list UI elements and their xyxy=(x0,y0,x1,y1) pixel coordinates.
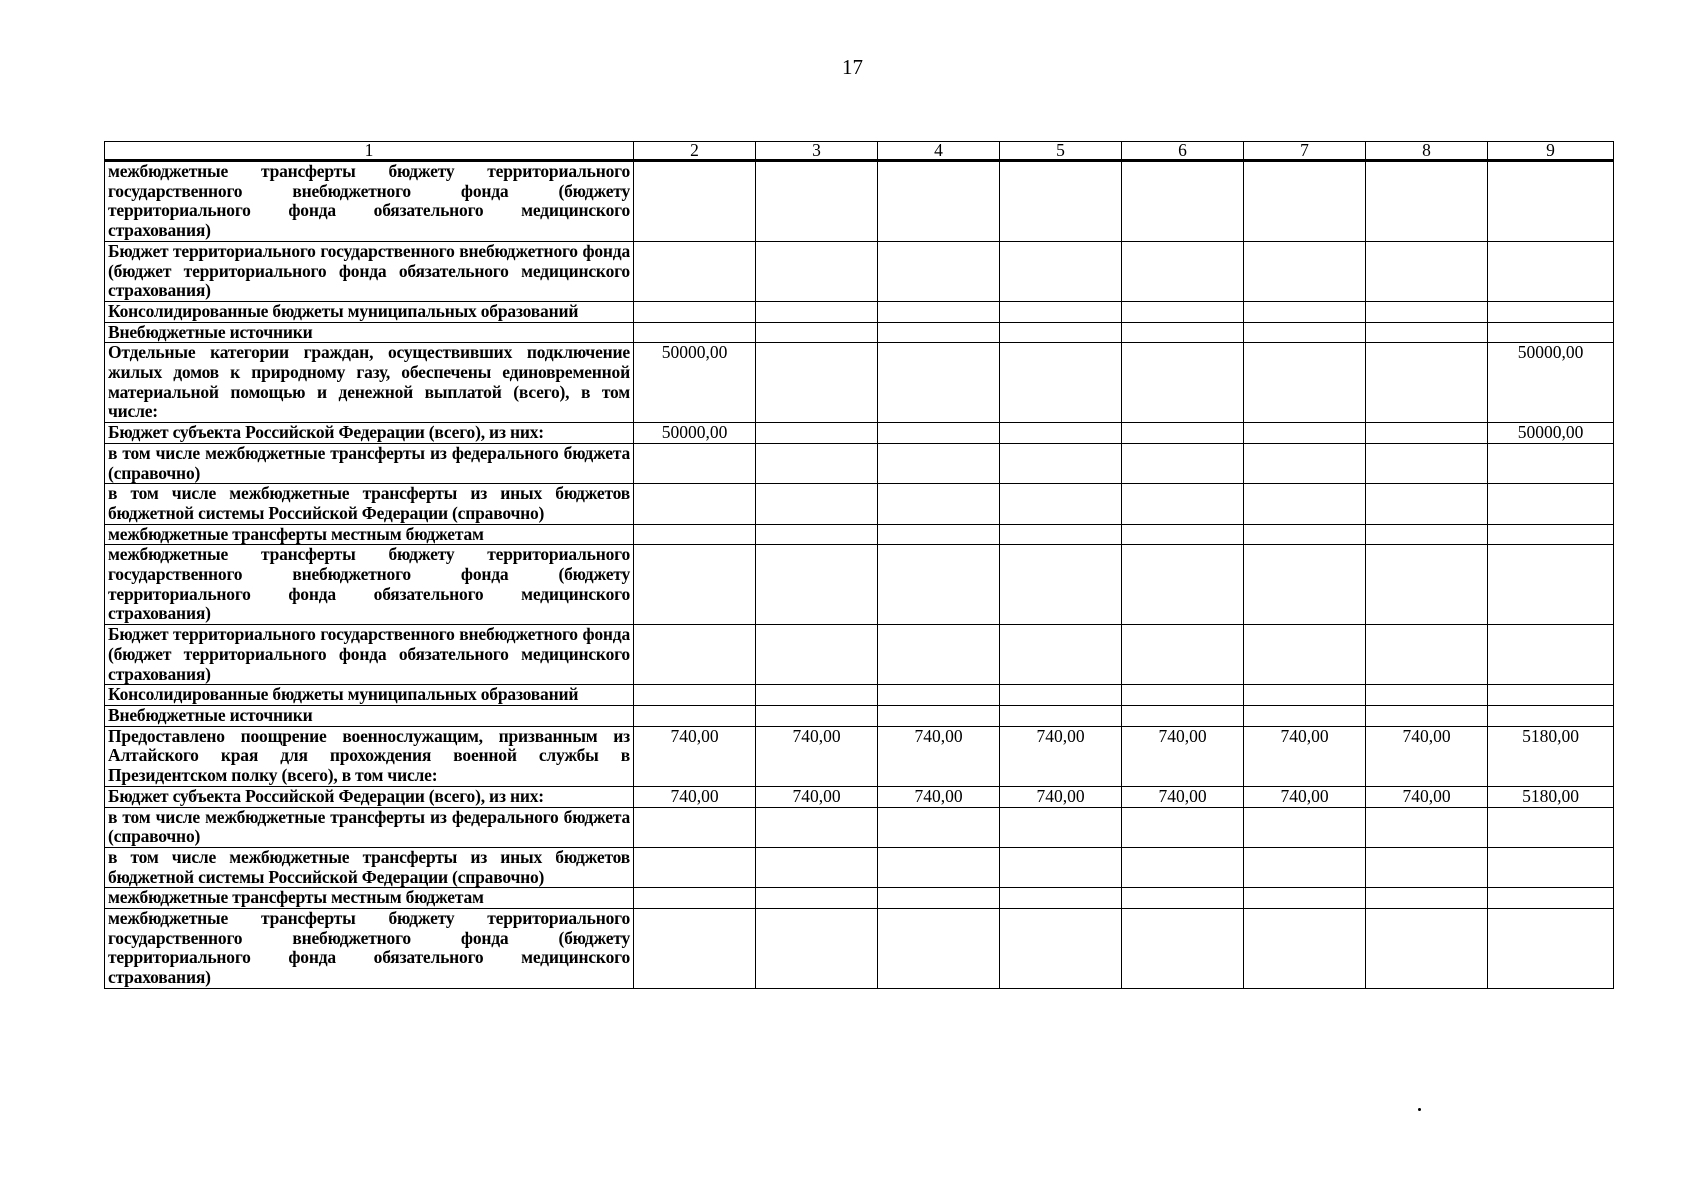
row-value xyxy=(1122,241,1244,301)
row-value xyxy=(878,705,1000,726)
row-description: Бюджет субъекта Российской Федерации (всего), из них: xyxy=(105,786,634,807)
row-value xyxy=(756,847,878,887)
row-value xyxy=(878,301,1000,322)
row-value xyxy=(634,322,756,343)
row-value xyxy=(878,847,1000,887)
row-value xyxy=(756,685,878,706)
row-value xyxy=(1122,807,1244,847)
row-value xyxy=(1366,888,1488,909)
row-value xyxy=(1488,443,1614,483)
row-value xyxy=(1000,484,1122,524)
row-description: в том числе межбюджетные трансферты из федерального бюджета (справочно) xyxy=(105,807,634,847)
row-value xyxy=(1366,443,1488,483)
row-value xyxy=(1488,322,1614,343)
row-value xyxy=(1244,625,1366,685)
row-value xyxy=(1488,888,1614,909)
row-value xyxy=(1366,625,1488,685)
row-value xyxy=(1244,807,1366,847)
row-value xyxy=(1366,343,1488,423)
row-value xyxy=(634,705,756,726)
row-value xyxy=(1366,161,1488,242)
row-value xyxy=(1244,443,1366,483)
row-value xyxy=(1244,545,1366,625)
row-value xyxy=(1366,847,1488,887)
row-value xyxy=(634,888,756,909)
row-value xyxy=(1000,443,1122,483)
row-value xyxy=(756,161,878,242)
row-value xyxy=(1244,705,1366,726)
row-value xyxy=(1366,524,1488,545)
row-value xyxy=(1244,909,1366,989)
table-row xyxy=(105,322,1614,343)
row-value xyxy=(1000,685,1122,706)
row-value: 740,00 xyxy=(1244,726,1366,786)
row-value xyxy=(1000,807,1122,847)
row-description: Консолидированные бюджеты муниципальных образований xyxy=(105,301,634,322)
row-value xyxy=(1488,909,1614,989)
row-value xyxy=(1244,343,1366,423)
table-row xyxy=(105,301,1614,322)
row-value xyxy=(1122,443,1244,483)
row-value xyxy=(634,484,756,524)
row-value xyxy=(1000,545,1122,625)
row-value xyxy=(878,888,1000,909)
row-value xyxy=(756,545,878,625)
row-value xyxy=(1122,545,1244,625)
row-value xyxy=(634,909,756,989)
row-value xyxy=(1000,343,1122,423)
table-row xyxy=(105,888,1614,909)
column-number-row xyxy=(105,142,1614,161)
row-value xyxy=(1366,241,1488,301)
row-value xyxy=(1488,241,1614,301)
table-row xyxy=(105,807,1614,847)
row-value xyxy=(634,685,756,706)
row-value xyxy=(878,343,1000,423)
row-value xyxy=(1122,524,1244,545)
row-value xyxy=(1488,524,1614,545)
row-value xyxy=(878,807,1000,847)
row-value: 740,00 xyxy=(878,726,1000,786)
row-value xyxy=(1122,685,1244,706)
row-value xyxy=(756,705,878,726)
row-value xyxy=(1122,888,1244,909)
row-description: в том числе межбюджетные трансферты из иных бюджетов бюджетной системы Российской Федерации (справочно) xyxy=(105,484,634,524)
table-row xyxy=(105,161,1614,242)
table-row xyxy=(105,847,1614,887)
row-value xyxy=(756,625,878,685)
row-value xyxy=(756,524,878,545)
row-value xyxy=(1244,161,1366,242)
row-value: 740,00 xyxy=(878,786,1000,807)
row-value xyxy=(1366,705,1488,726)
row-value xyxy=(634,161,756,242)
row-value xyxy=(1122,423,1244,444)
row-value xyxy=(1488,545,1614,625)
row-value xyxy=(1122,484,1244,524)
row-value xyxy=(1122,343,1244,423)
row-description: Бюджет территориального государственного внебюджетного фонда (бюджет территориального фонда обязательного медицинского страхования) xyxy=(105,625,634,685)
row-value xyxy=(1366,685,1488,706)
row-value xyxy=(1122,625,1244,685)
row-value xyxy=(1000,705,1122,726)
row-value xyxy=(878,685,1000,706)
row-value: 740,00 xyxy=(634,726,756,786)
table-row xyxy=(105,343,1614,423)
row-value xyxy=(1244,524,1366,545)
row-value xyxy=(1000,625,1122,685)
row-value xyxy=(1000,301,1122,322)
row-value: 50000,00 xyxy=(634,343,756,423)
row-value xyxy=(1488,807,1614,847)
row-description: межбюджетные трансферты бюджету территориального государственного внебюджетного фонда (бюджету территориального фонда обязательного медицинского страхования) xyxy=(105,545,634,625)
row-value xyxy=(1366,322,1488,343)
row-value xyxy=(1122,705,1244,726)
row-value xyxy=(756,909,878,989)
row-value xyxy=(1488,847,1614,887)
row-value xyxy=(878,484,1000,524)
row-value xyxy=(878,524,1000,545)
row-value xyxy=(756,343,878,423)
row-value xyxy=(634,241,756,301)
table-row xyxy=(105,786,1614,807)
row-value xyxy=(634,524,756,545)
row-value xyxy=(1366,484,1488,524)
row-value xyxy=(634,807,756,847)
row-value: 740,00 xyxy=(1122,726,1244,786)
row-value xyxy=(1122,161,1244,242)
row-value: 50000,00 xyxy=(1488,423,1614,444)
row-value xyxy=(1000,909,1122,989)
row-value xyxy=(756,322,878,343)
row-value xyxy=(1000,888,1122,909)
row-description: Внебюджетные источники xyxy=(105,705,634,726)
row-value xyxy=(1000,161,1122,242)
table-row xyxy=(105,909,1614,989)
row-value xyxy=(878,545,1000,625)
column-number: 8 xyxy=(1366,142,1488,161)
row-value xyxy=(878,909,1000,989)
row-value xyxy=(1000,524,1122,545)
table-row xyxy=(105,726,1614,786)
row-description: межбюджетные трансферты местным бюджетам xyxy=(105,888,634,909)
row-value xyxy=(1000,241,1122,301)
row-value xyxy=(1000,847,1122,887)
table-row xyxy=(105,545,1614,625)
row-value xyxy=(1122,909,1244,989)
row-value xyxy=(878,322,1000,343)
table-row xyxy=(105,685,1614,706)
row-value xyxy=(756,241,878,301)
row-value: 740,00 xyxy=(634,786,756,807)
row-value xyxy=(1488,301,1614,322)
row-value: 50000,00 xyxy=(1488,343,1614,423)
row-value xyxy=(1122,322,1244,343)
row-value xyxy=(1366,909,1488,989)
row-value xyxy=(634,545,756,625)
row-description: межбюджетные трансферты бюджету территориального государственного внебюджетного фонда (бюджету территориального фонда обязательного медицинского страхования) xyxy=(105,161,634,242)
row-value: 740,00 xyxy=(1366,726,1488,786)
row-value xyxy=(1488,161,1614,242)
row-value: 5180,00 xyxy=(1488,786,1614,807)
column-number: 5 xyxy=(1000,142,1122,161)
row-value: 740,00 xyxy=(1122,786,1244,807)
table-row xyxy=(105,625,1614,685)
table-row xyxy=(105,443,1614,483)
row-value xyxy=(1488,484,1614,524)
row-description: Бюджет субъекта Российской Федерации (всего), из них: xyxy=(105,423,634,444)
row-value: 740,00 xyxy=(756,786,878,807)
table-row xyxy=(105,524,1614,545)
row-value xyxy=(756,301,878,322)
row-value xyxy=(1488,625,1614,685)
row-value xyxy=(1244,685,1366,706)
row-value xyxy=(878,241,1000,301)
row-description: Консолидированные бюджеты муниципальных образований xyxy=(105,685,634,706)
row-description: Внебюджетные источники xyxy=(105,322,634,343)
row-value xyxy=(1244,301,1366,322)
column-number: 2 xyxy=(634,142,756,161)
page-number: 17 xyxy=(842,55,863,79)
table-body xyxy=(105,142,1614,989)
row-value xyxy=(634,625,756,685)
row-value xyxy=(756,484,878,524)
scan-mark xyxy=(1418,1108,1421,1111)
row-value xyxy=(634,443,756,483)
row-value xyxy=(1366,423,1488,444)
row-value xyxy=(878,423,1000,444)
column-number: 3 xyxy=(756,142,878,161)
column-number: 4 xyxy=(878,142,1000,161)
row-value xyxy=(1000,322,1122,343)
row-value xyxy=(634,847,756,887)
row-value: 740,00 xyxy=(1000,726,1122,786)
row-value xyxy=(878,443,1000,483)
row-value xyxy=(1366,301,1488,322)
row-value xyxy=(1488,685,1614,706)
row-value xyxy=(1244,847,1366,887)
row-value xyxy=(1244,241,1366,301)
column-number: 1 xyxy=(105,142,634,161)
row-description: Отдельные категории граждан, осуществивших подключение жилых домов к природному газу, обеспечены единовременной материальной помощью и денежной выплатой (всего), в том числе: xyxy=(105,343,634,423)
table-row xyxy=(105,423,1614,444)
row-value xyxy=(1122,301,1244,322)
row-value xyxy=(756,423,878,444)
row-value: 740,00 xyxy=(1244,786,1366,807)
row-value xyxy=(1366,807,1488,847)
row-value xyxy=(756,807,878,847)
row-description: межбюджетные трансферты бюджету территориального государственного внебюджетного фонда (бюджету территориального фонда обязательного медицинского страхования) xyxy=(105,909,634,989)
table-row xyxy=(105,484,1614,524)
row-value xyxy=(1366,545,1488,625)
row-value xyxy=(1000,423,1122,444)
row-value xyxy=(1244,484,1366,524)
row-value: 740,00 xyxy=(1000,786,1122,807)
table-row xyxy=(105,705,1614,726)
row-value: 5180,00 xyxy=(1488,726,1614,786)
row-description: Предоставлено поощрение военнослужащим, призванным из Алтайского края для прохождения военной службы в Президентском полку (всего), в том числе: xyxy=(105,726,634,786)
row-value xyxy=(1488,705,1614,726)
column-number: 9 xyxy=(1488,142,1614,161)
row-value xyxy=(878,161,1000,242)
row-description: Бюджет территориального государственного внебюджетного фонда (бюджет территориального фонда обязательного медицинского страхования) xyxy=(105,241,634,301)
row-description: межбюджетные трансферты местным бюджетам xyxy=(105,524,634,545)
row-description: в том числе межбюджетные трансферты из иных бюджетов бюджетной системы Российской Федерации (справочно) xyxy=(105,847,634,887)
row-value xyxy=(1244,423,1366,444)
row-value xyxy=(1244,322,1366,343)
row-description: в том числе межбюджетные трансферты из федерального бюджета (справочно) xyxy=(105,443,634,483)
row-value: 50000,00 xyxy=(634,423,756,444)
row-value xyxy=(1122,847,1244,887)
row-value xyxy=(1244,888,1366,909)
column-number: 7 xyxy=(1244,142,1366,161)
column-number: 6 xyxy=(1122,142,1244,161)
budget-table xyxy=(104,141,1614,989)
row-value: 740,00 xyxy=(1366,786,1488,807)
table-row xyxy=(105,241,1614,301)
row-value xyxy=(756,443,878,483)
row-value xyxy=(878,625,1000,685)
row-value xyxy=(756,888,878,909)
row-value xyxy=(634,301,756,322)
row-value: 740,00 xyxy=(756,726,878,786)
